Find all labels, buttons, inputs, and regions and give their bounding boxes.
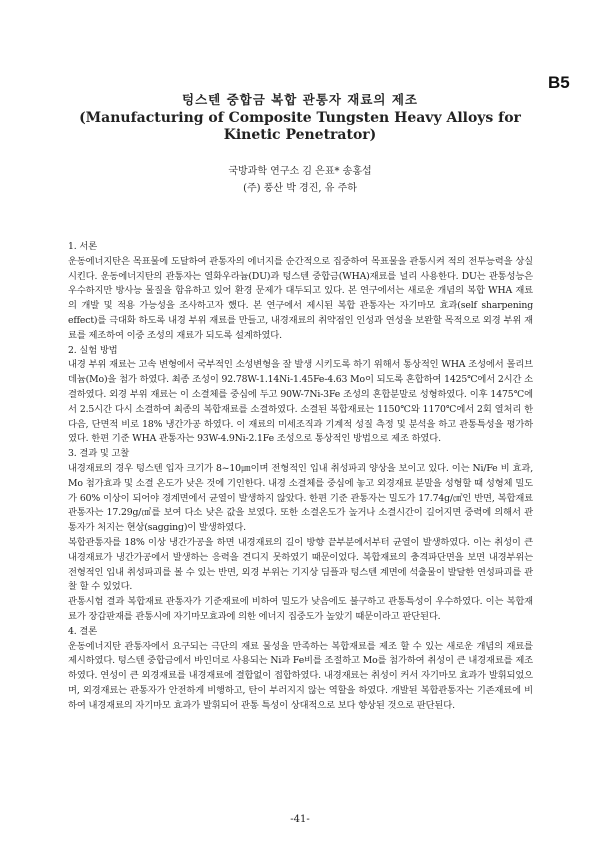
body-text — [68, 240, 533, 714]
title-korean: 텅스텐 중합금 복합 관통자 재료의 제조 — [182, 92, 418, 107]
page-number: -41- — [290, 814, 310, 825]
paragraph-introduction: 운동에너지탄은 목표물에 도달하여 관통자의 에너지를 순간적으로 집중하여 목표물을 관통시켜 적의 전투능력을 상실시킨다. 운동에너지탄의 관통자는 열화우라늄(DU)과 텅스텐 중합금(WHA)재료를 널리 사용한다. DU는 관통성능은 우수하지만 방사능 물질을 함유하고 있어 환경 문제가 대두되고 있다. 본 연구에서는 새로운 개념의 복합 WHA 재료의 개발 및 적용 가능성을 조사하고자 했다. 본 연구에서 제시된 복합 관통자는 자기마모 효과(self sharpening effect)를 극대화 하도록 내경 부위 재료를 만들고, 내경재료의 취약점인 인성과 연성을 보완할 목적으로 외경 부위 재료를 제조하여 이중 조성의 재료가 되도록 설계하였다. — [68, 255, 533, 341]
heading-methods: 2. 실험 방법 — [68, 344, 118, 356]
heading-conclusion: 4. 결론 — [68, 625, 98, 637]
paragraph-results-2: 복합관통자를 18% 이상 냉간가공을 하면 내경재료의 길이 방향 끝부분에서부터 균열이 발생하였다. 이는 취성이 큰 내경재료가 냉간가공에서 발생하는 응력을 견디지 못하였기 때문이었다. 복합재료의 충격파단면을 보면 내경부위는 전형적인 입내 취성파괴를 볼 수 있는 반면, 외경 부위는 기지상 딤플과 텅스텐 계면에 석출물이 발달한 연성파괴를 관찰 할 수 있었다. — [68, 536, 533, 593]
paragraph-results-1: 내경재료의 경우 텅스텐 입자 크기가 8~10㎛이며 전형적인 입내 취성파괴 양상을 보이고 있다. 이는 Ni/Fe 비 효과, Mo 첨가효과 및 소결 온도가 낮은 것에 기인한다. 내경 소결체를 중심에 놓고 외경재료 분말을 성형할 때 성형체 밀도가 60% 이상이 되어야 경계면에서 균열이 발생하지 않았다. 한편 기준 관통자는 밀도가 17.74g/㎤인 반면, 복합재료 관통자는 17.29g/㎤를 보여 다소 낮은 값을 보였다. 또한 소결온도가 높거나 소결시간이 길어지면 중력에 의해서 관통자가 처지는 현상(sagging)이 발생하였다. — [68, 462, 533, 534]
title-english — [0, 110, 600, 144]
heading-introduction: 1. 서론 — [68, 241, 98, 252]
authors — [0, 163, 600, 197]
title-english-line-2: Kinetic Penetrator) — [223, 127, 377, 143]
title-english-line-1: (Manufacturing of Composite Tungsten Heavy Alloys for — [79, 110, 521, 126]
paragraph-conclusion: 운동에너지탄 관통자에서 요구되는 극단의 재료 물성을 만족하는 복합재료를 제조 할 수 있는 새로운 개념의 재료를 제시하였다. 텅스텐 중합금에서 바인더로 사용되는 Ni과 Fe비를 조절하고 Mo를 첨가하여 취성이 큰 내경재료를 제조하였다. 연성이 큰 외경재료를 내경재료에 결합없이 접합하였다. 내경재료는 취성이 커서 자기마모 효과가 발휘되었으며, 외경재료는 관통자가 안전하게 비행하고, 탄이 부러지지 않는 역할을 하였다. 개발된 복합관통자는 기존재료에 비하여 내경재료의 자기마모 효과가 발휘되어 관통 특성이 상대적으로 보다 향상된 것으로 판단된다. — [68, 640, 533, 711]
authors-line-2: (주) 풍산 박 경진, 유 주하 — [243, 183, 357, 194]
paragraph-results-3: 관통시험 결과 복합재료 관통자가 기준재료에 비하여 밀도가 낮음에도 불구하고 관통특성이 우수하였다. 이는 복합재료가 장갑판재를 관통시에 자기마모효과에 의한 에너지 집중도가 높았기 때문이라고 판단된다. — [68, 596, 533, 622]
authors-line-1: 국방과학 연구소 김 은표* 송홍섭 — [228, 166, 372, 177]
paragraph-methods: 내경 부위 재료는 고속 변형에서 국부적인 소성변형을 잘 발생 시키도록 하기 위해서 통상적인 WHA 조성에서 몰리브데늄(Mo)을 첨가 하였다. 최종 조성이 92.78W-1.14Ni-1.45Fe-4.63 Mo이 되도록 혼합하여 1425℃에서 2시간 소결하였다. 외경 부위 재료는 이 소결체를 중심에 두고 90W-7Ni-3Fe 조성의 혼합분말로 성형하였다. 이후 1475℃에서 2.5시간 다시 소결하여 최종의 복합재료를 소결하였다. 소결된 복합재료는 1150℃와 1170℃에서 2회 열처리 한다음, 단면적 비로 18% 냉간가공 하였다. 이 재료의 미세조직과 기계적 성질 측정 및 분석을 하고 관통특성을 평가하였다. 한편 기준 WHA 관통자는 93W-4.9Ni-2.1Fe 조성으로 통상적인 방법으로 제조 하였다. — [68, 359, 533, 445]
heading-results: 3. 결과 및 고찰 — [68, 448, 130, 460]
section-label: B5 — [548, 73, 570, 92]
